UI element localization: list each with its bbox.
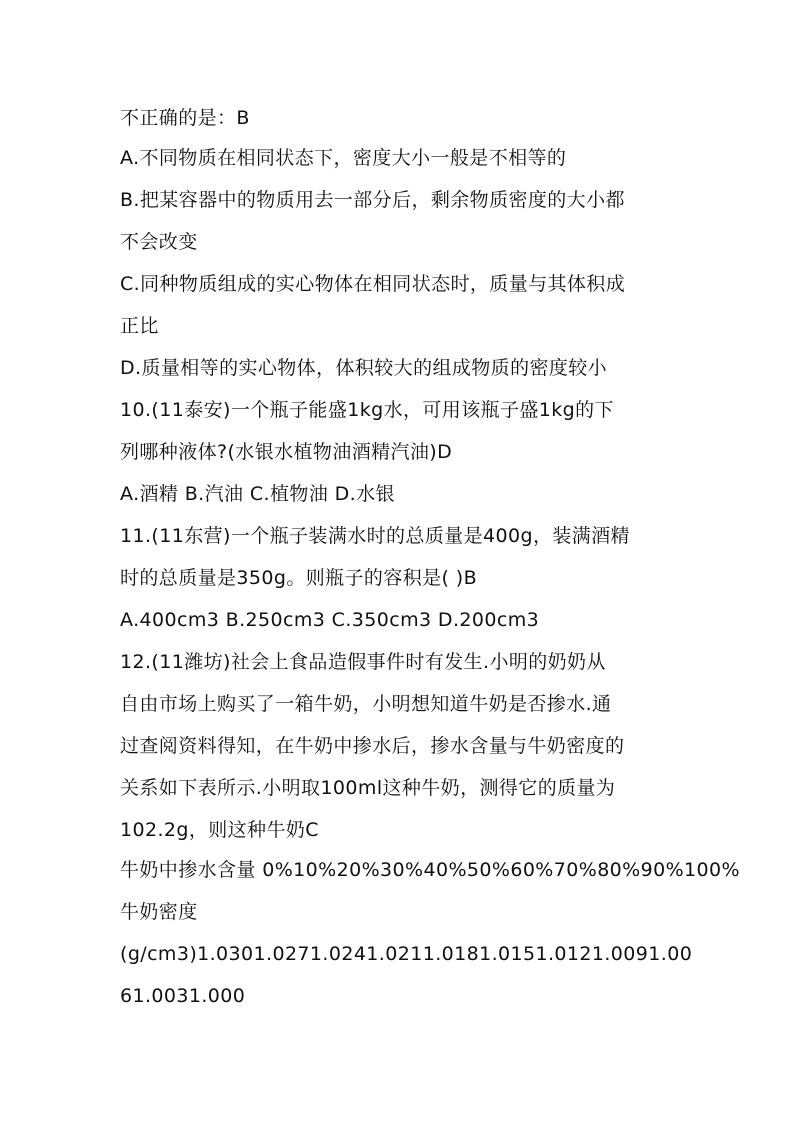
text-line: 不会改变 <box>120 231 198 253</box>
option-line: A.酒精 B.汽油 C.植物油 D.水银 <box>120 483 395 505</box>
option-line: A.400cm3 B.250cm3 C.350cm3 D.200cm3 <box>120 609 540 631</box>
question-line: 自由市场上购买了一箱牛奶，小明想知道牛奶是否掺水.通 <box>120 693 612 715</box>
question-line: 11.(11东营)一个瓶子装满水时的总质量是400g，装满酒精 <box>120 525 630 547</box>
table-row-values: 61.0031.000 <box>120 985 246 1007</box>
question-line: 关系如下表所示.小明取100ml这种牛奶，测得它的质量为 <box>120 777 616 799</box>
table-row-label: 牛奶中掺水含量 0%10%20%30%40%50%60%70%80%90%100% <box>120 859 740 881</box>
question-line: 10.(11泰安)一个瓶子能盛1kg水，可用该瓶子盛1kg的下 <box>120 399 614 421</box>
text-line: 不正确的是：B <box>120 107 250 129</box>
table-row-label: 牛奶密度 <box>120 901 198 923</box>
option-line: B.把某容器中的物质用去一部分后，剩余物质密度的大小都 <box>120 189 625 211</box>
question-line: 时的总质量是350g。则瓶子的容积是( )B <box>120 567 478 589</box>
question-line: 过查阅资料得知，在牛奶中掺水后，掺水含量与牛奶密度的 <box>120 735 625 757</box>
option-line: C.同种物质组成的实心物体在相同状态时，质量与其体积成 <box>120 273 626 295</box>
text-line: 正比 <box>120 315 159 337</box>
table-row-values: (g/cm3)1.0301.0271.0241.0211.0181.0151.0121.0091.00 <box>120 943 693 965</box>
option-line: A.不同物质在相同状态下，密度大小一般是不相等的 <box>120 147 567 169</box>
question-line: 12.(11潍坊)社会上食品造假事件时有发生.小明的奶奶从 <box>120 651 606 673</box>
option-line: D.质量相等的实心物体，体积较大的组成物质的密度较小 <box>120 357 608 379</box>
question-line: 102.2g，则这种牛奶C <box>120 819 319 841</box>
question-line: 列哪种液体?(水银水植物油酒精汽油)D <box>120 441 453 463</box>
